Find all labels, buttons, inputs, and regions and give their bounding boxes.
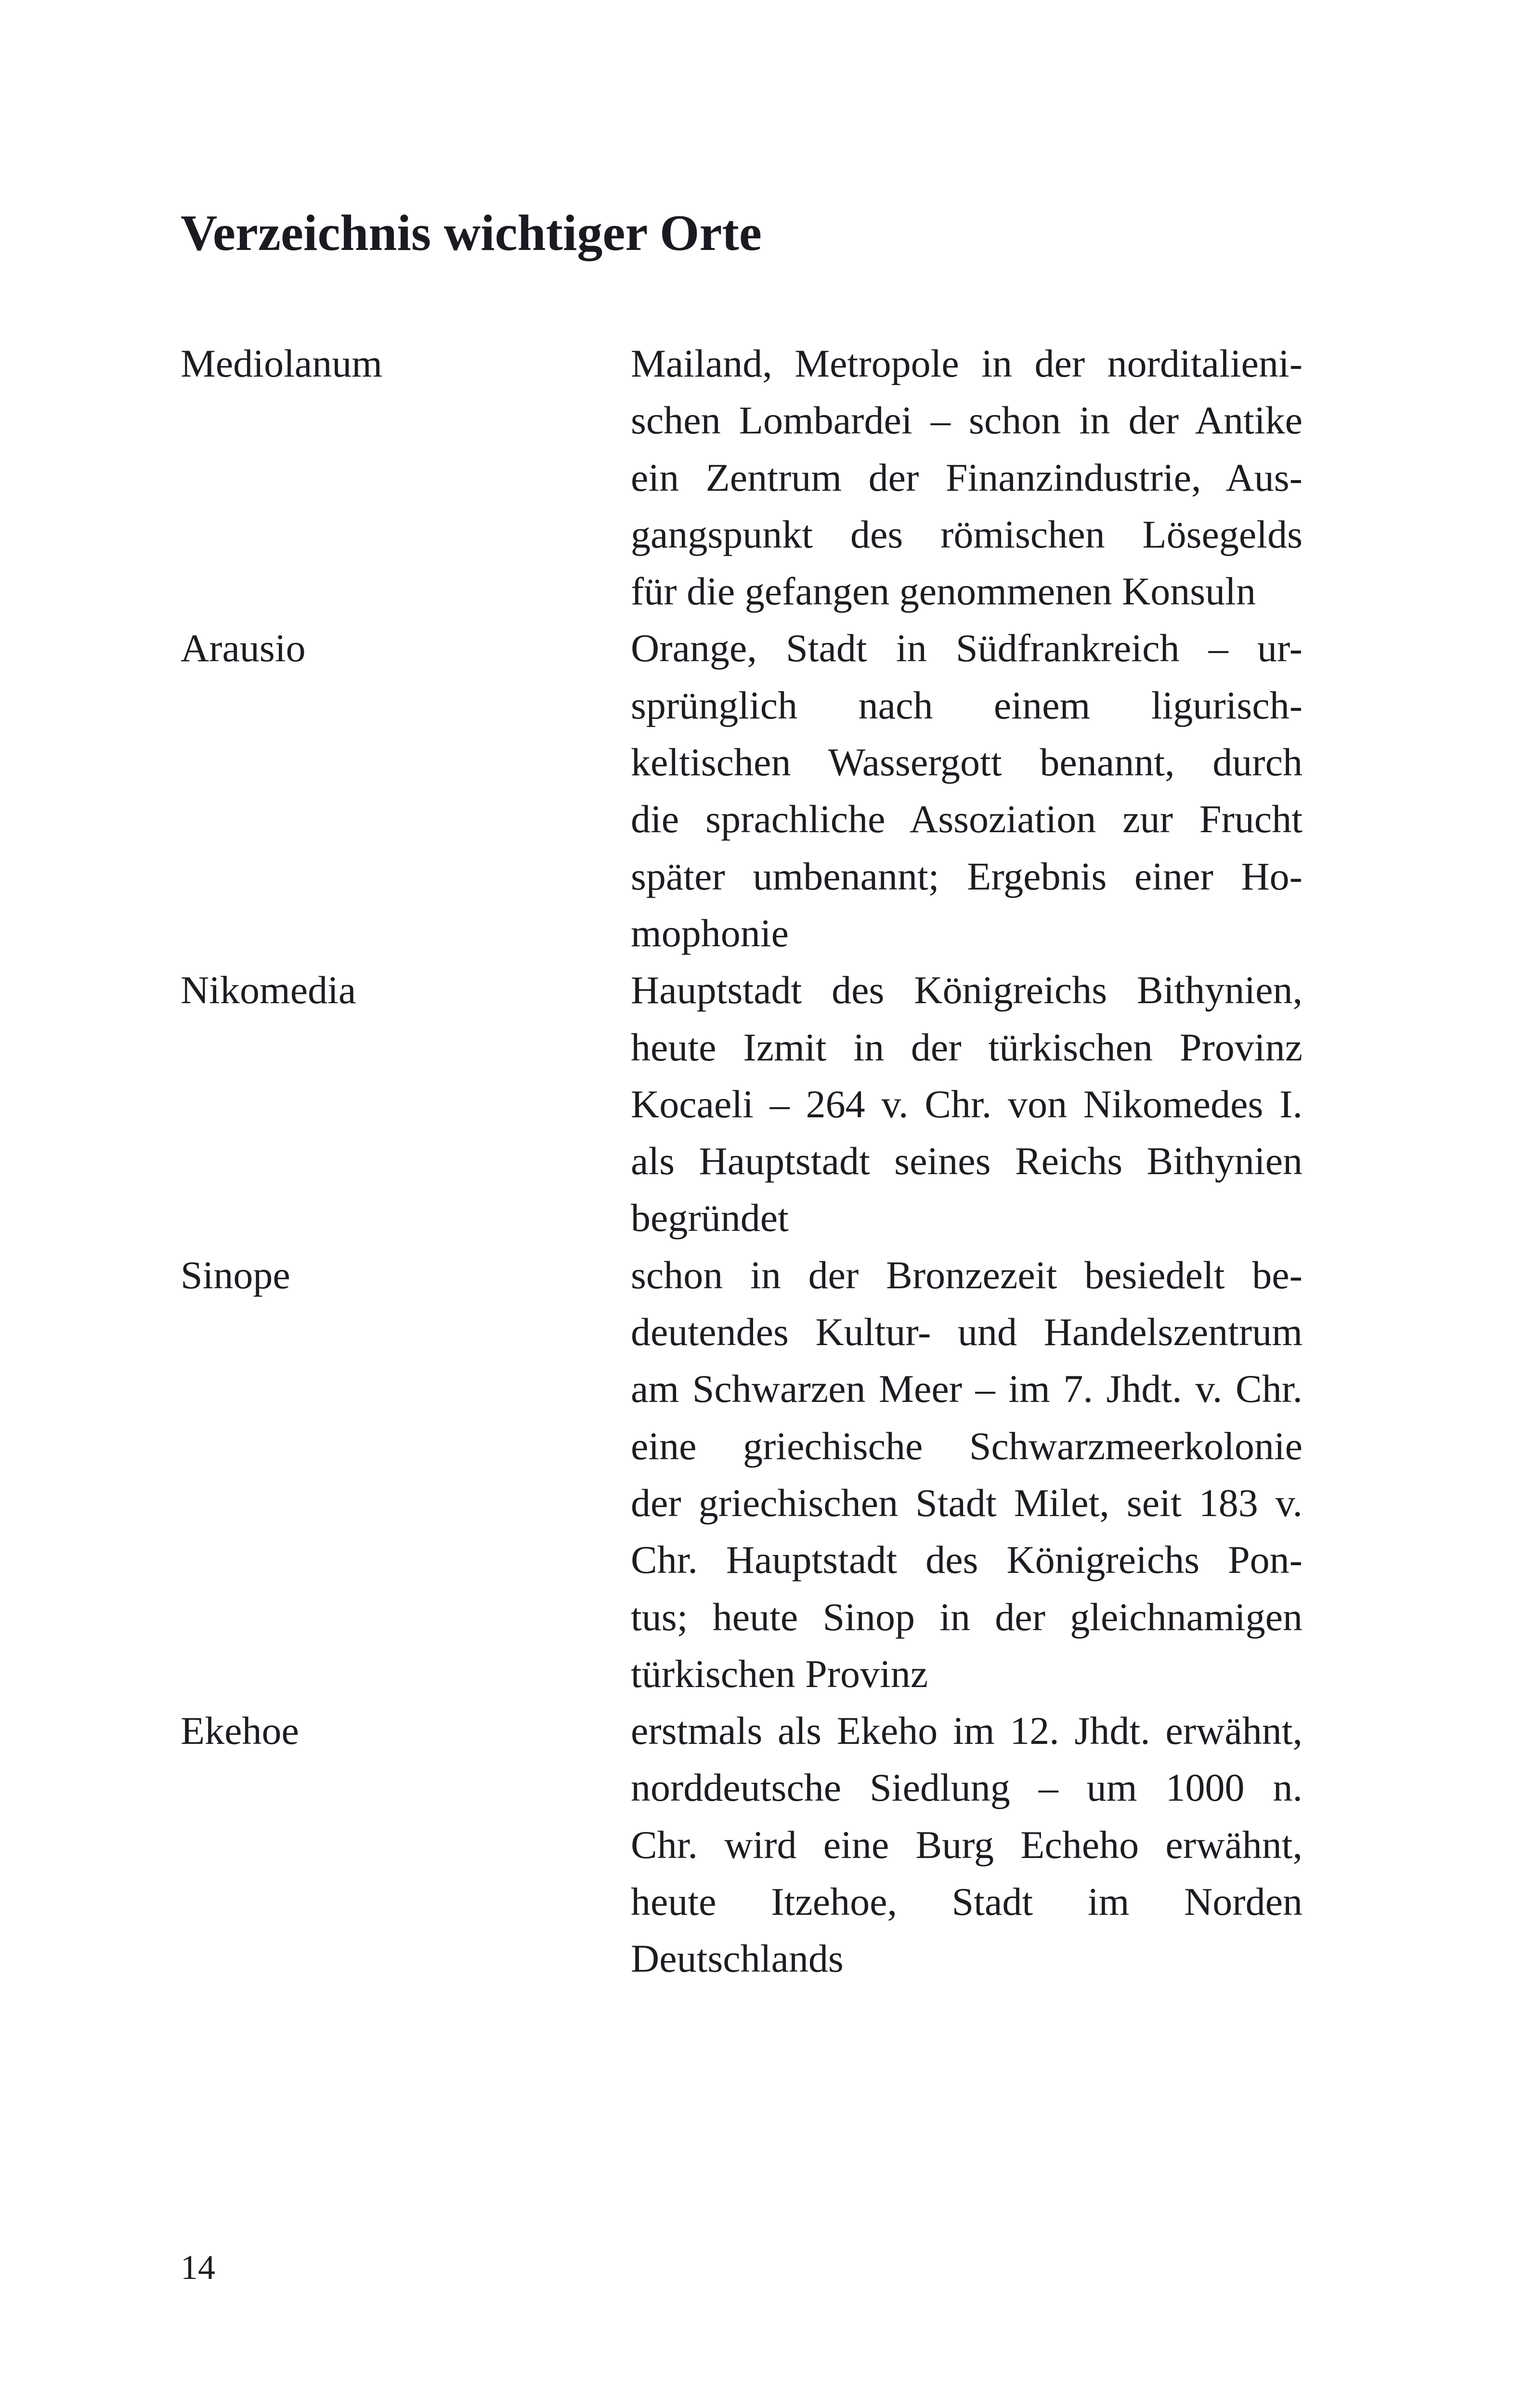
- description-line: die sprachliche Assoziation zur Frucht: [631, 797, 1303, 841]
- description-line: erstmals als Ekeho im 12. Jhdt. erwähnt,: [631, 1709, 1303, 1753]
- description-line: der griechischen Stadt Milet, seit 183 v.: [631, 1480, 1303, 1525]
- place-description: [631, 620, 1303, 962]
- description-line: begründet: [631, 1196, 789, 1240]
- description-line: eine griechische Schwarzmeerkolonie: [631, 1424, 1303, 1468]
- glossary-entry-ekehoe: [181, 1702, 1303, 1987]
- glossary-entry-sinope: [181, 1247, 1303, 1702]
- description-line: für die gefangen genommenen Konsuln: [631, 569, 1256, 614]
- description-line: Deutschlands: [631, 1937, 844, 1981]
- place-name: Sinope: [181, 1253, 290, 1297]
- page-number: 14: [181, 2248, 215, 2287]
- description-line: mophonie: [631, 911, 789, 955]
- place-description: [631, 1702, 1303, 1987]
- description-line: heute Izmit in der türkischen Provinz: [631, 1025, 1303, 1069]
- description-line: deutendes Kultur- und Handelszentrum: [631, 1310, 1303, 1354]
- place-description: [631, 962, 1303, 1246]
- description-line: heute Itzehoe, Stadt im Norden: [631, 1880, 1303, 1924]
- description-line: Orange, Stadt in Südfrankreich – ur-: [631, 626, 1303, 670]
- description-line: keltischen Wassergott benannt, durch: [631, 740, 1303, 785]
- place-description: [631, 335, 1303, 620]
- description-line: Kocaeli – 264 v. Chr. von Nikomedes I.: [631, 1082, 1303, 1126]
- description-line: schen Lombardei – schon in der Antike: [631, 398, 1303, 443]
- description-line: als Hauptstadt seines Reichs Bithynien: [631, 1139, 1303, 1183]
- description-line: schon in der Bronzezeit besiedelt be-: [631, 1253, 1303, 1297]
- place-name: Arausio: [181, 626, 306, 670]
- description-line: am Schwarzen Meer – im 7. Jhdt. v. Chr.: [631, 1367, 1303, 1411]
- place-description: [631, 1247, 1303, 1702]
- description-line: tus; heute Sinop in der gleichnamigen: [631, 1595, 1303, 1639]
- place-glossary: [181, 335, 1303, 1988]
- glossary-entry-nikomedia: [181, 962, 1303, 1246]
- description-line: Hauptstadt des Königreichs Bithynien,: [631, 968, 1303, 1012]
- glossary-entry-mediolanum: [181, 335, 1303, 620]
- description-line: Mailand, Metropole in der norditalieni-: [631, 341, 1303, 385]
- page-title: Verzeichnis wichtiger Orte: [181, 205, 762, 261]
- description-line: norddeutsche Siedlung – um 1000 n.: [631, 1766, 1303, 1810]
- description-line: ein Zentrum der Finanzindustrie, Aus-: [631, 455, 1303, 499]
- place-name: Nikomedia: [181, 968, 356, 1012]
- place-name: Mediolanum: [181, 341, 383, 385]
- glossary-entry-arausio: [181, 620, 1303, 962]
- description-line: später umbenannt; Ergebnis einer Ho-: [631, 854, 1303, 898]
- description-line: sprünglich nach einem ligurisch-: [631, 683, 1303, 727]
- description-line: gangspunkt des römischen Lösegelds: [631, 512, 1303, 556]
- description-line: türkischen Provinz: [631, 1651, 928, 1696]
- place-name: Ekehoe: [181, 1709, 299, 1753]
- description-line: Chr. wird eine Burg Echeho erwähnt,: [631, 1822, 1303, 1867]
- description-line: Chr. Hauptstadt des Königreichs Pon-: [631, 1538, 1303, 1582]
